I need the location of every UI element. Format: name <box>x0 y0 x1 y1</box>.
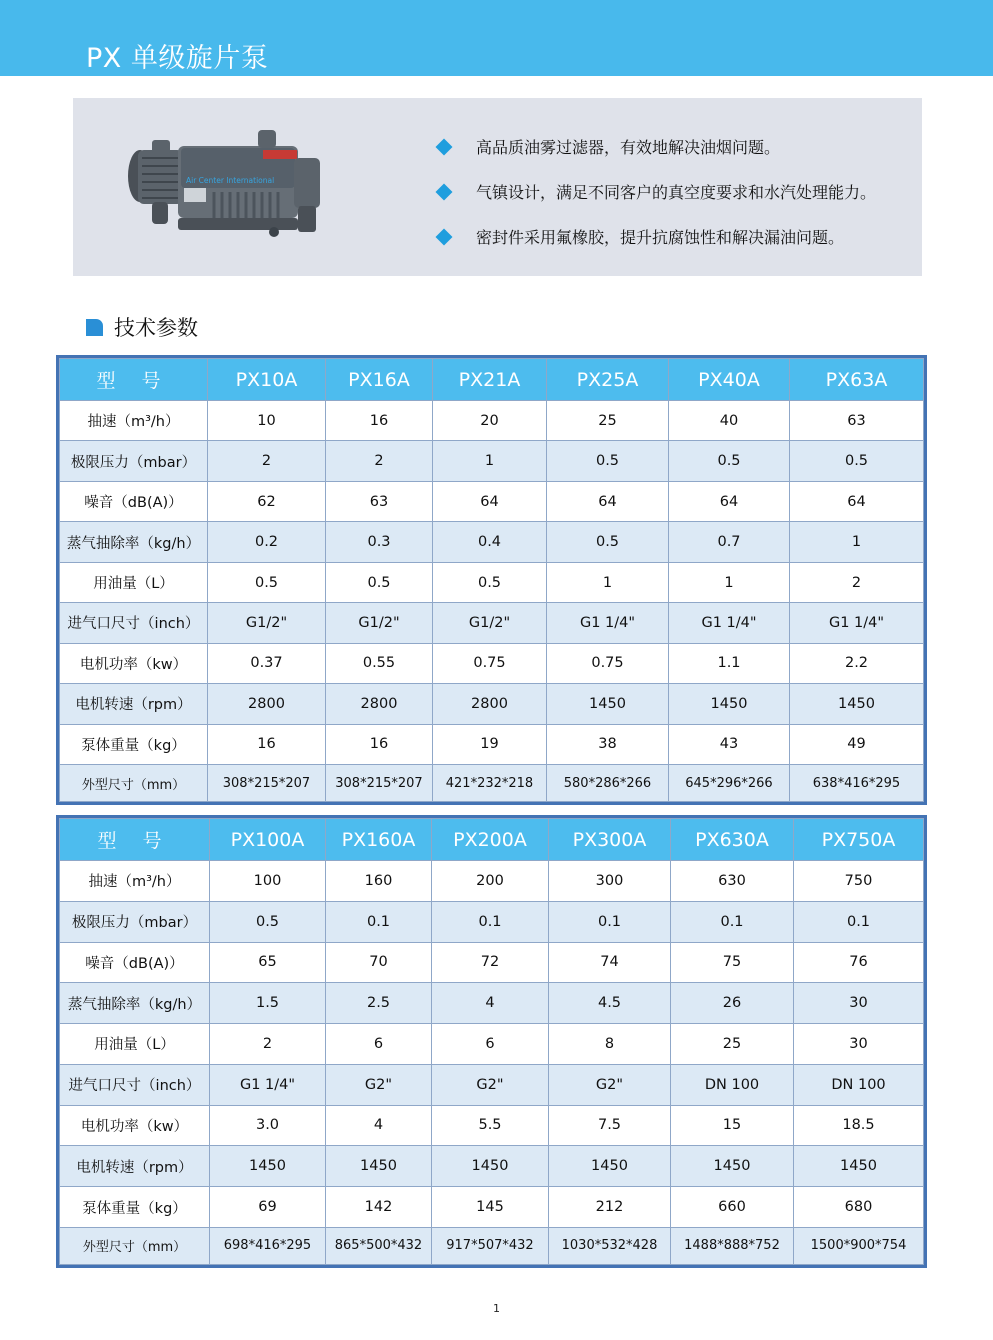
table-row <box>60 684 924 724</box>
spec-table <box>59 818 924 1265</box>
feature-text: 密封件采用氟橡胶，提升抗腐蚀性和解决漏油问题。 <box>476 228 845 247</box>
parameter-label: 噪音（dB(A)） <box>60 942 210 983</box>
table-cell: 580*286*266 <box>547 765 669 802</box>
table-row <box>60 481 924 521</box>
model-name-header: PX25A <box>547 359 669 401</box>
feature-text: 高品质油雾过滤器，有效地解决油烟问题。 <box>476 138 781 157</box>
table-cell: 18.5 <box>794 1105 924 1146</box>
table-cell: G1 1/4" <box>669 603 790 643</box>
page-title: PX 单级旋片泵 <box>86 43 269 74</box>
table-cell: 7.5 <box>549 1105 671 1146</box>
table-cell: 1450 <box>549 1146 671 1187</box>
table-cell: 1450 <box>790 684 924 724</box>
header-banner <box>0 0 993 76</box>
table-cell: 0.1 <box>794 901 924 942</box>
parameter-label: 蒸气抽除率（kg/h） <box>60 983 210 1024</box>
table-row <box>60 724 924 764</box>
table-cell: 308*215*207 <box>326 765 433 802</box>
table-cell: 660 <box>671 1187 794 1228</box>
table-cell: 1450 <box>326 1146 432 1187</box>
table-row <box>60 861 924 902</box>
table-cell: 0.1 <box>549 901 671 942</box>
feature-text: 气镇设计，满足不同客户的真空度要求和水汽处理能力。 <box>476 183 877 202</box>
table-cell: 0.75 <box>433 643 547 683</box>
table-cell: 0.4 <box>433 522 547 562</box>
table-cell: 75 <box>671 942 794 983</box>
table-cell: 10 <box>208 401 326 441</box>
table-cell: 30 <box>794 983 924 1024</box>
table-cell: 25 <box>671 1024 794 1065</box>
parameter-label: 极限压力（mbar） <box>60 441 208 481</box>
diamond-bullet-icon <box>436 138 453 155</box>
table-cell: 1450 <box>210 1146 326 1187</box>
table-cell: 2.2 <box>790 643 924 683</box>
table-cell: 1450 <box>432 1146 549 1187</box>
table-cell: 421*232*218 <box>433 765 547 802</box>
table-cell: G1 1/4" <box>210 1064 326 1105</box>
table-cell: 0.7 <box>669 522 790 562</box>
table-cell: 6 <box>432 1024 549 1065</box>
table-cell: 16 <box>326 401 433 441</box>
parameter-label: 进气口尺寸（inch） <box>60 1064 210 1105</box>
table-cell: 15 <box>671 1105 794 1146</box>
parameter-label: 抽速（m³/h） <box>60 401 208 441</box>
diamond-bullet-icon <box>436 228 453 245</box>
table-cell: 0.1 <box>671 901 794 942</box>
table-cell: 1030*532*428 <box>549 1227 671 1264</box>
table-cell: 0.5 <box>210 901 326 942</box>
table-cell: 1500*900*754 <box>794 1227 924 1264</box>
table-cell: G2" <box>549 1064 671 1105</box>
table-cell: 63 <box>326 481 433 521</box>
table-cell: 2 <box>326 441 433 481</box>
table-cell: 0.75 <box>547 643 669 683</box>
table-cell: 3.0 <box>210 1105 326 1146</box>
section-marker-icon <box>86 319 103 336</box>
model-name-header: PX16A <box>326 359 433 401</box>
table-cell: DN 100 <box>794 1064 924 1105</box>
table-cell: 1 <box>790 522 924 562</box>
table-cell: 64 <box>547 481 669 521</box>
table-cell: 16 <box>208 724 326 764</box>
feature-item <box>433 214 913 259</box>
table-cell: 25 <box>547 401 669 441</box>
parameter-label: 泵体重量（kg） <box>60 724 208 764</box>
table-cell: 1.1 <box>669 643 790 683</box>
table-row <box>60 983 924 1024</box>
table-row <box>60 1105 924 1146</box>
table-cell: 0.5 <box>547 441 669 481</box>
table-cell: 76 <box>794 942 924 983</box>
table-row <box>60 401 924 441</box>
parameter-label: 电机转速（rpm） <box>60 1146 210 1187</box>
table-cell: 65 <box>210 942 326 983</box>
table-cell: 72 <box>432 942 549 983</box>
model-name-header: PX160A <box>326 819 432 861</box>
parameter-label: 用油量（L） <box>60 562 208 602</box>
table-cell: 750 <box>794 861 924 902</box>
table-cell: DN 100 <box>671 1064 794 1105</box>
table-cell: 1 <box>433 441 547 481</box>
parameter-label: 抽速（m³/h） <box>60 861 210 902</box>
table-cell: 1488*888*752 <box>671 1227 794 1264</box>
table-cell: 145 <box>432 1187 549 1228</box>
spec-table <box>59 358 924 802</box>
spec-table-1 <box>56 355 927 805</box>
table-cell: 64 <box>790 481 924 521</box>
section-heading <box>86 312 198 342</box>
table-cell: 0.37 <box>208 643 326 683</box>
table-row <box>60 603 924 643</box>
table-cell: G1/2" <box>208 603 326 643</box>
table-cell: 74 <box>549 942 671 983</box>
parameter-label: 极限压力（mbar） <box>60 901 210 942</box>
parameter-label: 外型尺寸（mm） <box>60 1227 210 1264</box>
table-row <box>60 1187 924 1228</box>
table-cell: 2.5 <box>326 983 432 1024</box>
table-cell: 1 <box>669 562 790 602</box>
table-cell: 5.5 <box>432 1105 549 1146</box>
table-cell: G2" <box>432 1064 549 1105</box>
table-cell: 4 <box>326 1105 432 1146</box>
section-title: 技术参数 <box>114 316 198 340</box>
table-cell: 212 <box>549 1187 671 1228</box>
table-cell: 16 <box>326 724 433 764</box>
table-cell: 1450 <box>669 684 790 724</box>
table-cell: 0.5 <box>547 522 669 562</box>
table-cell: 0.5 <box>433 562 547 602</box>
table-cell: 4 <box>432 983 549 1024</box>
table-cell: 200 <box>432 861 549 902</box>
model-name-header: PX21A <box>433 359 547 401</box>
table-cell: G1 1/4" <box>547 603 669 643</box>
table-row <box>60 1064 924 1105</box>
table-cell: 64 <box>669 481 790 521</box>
table-cell: 43 <box>669 724 790 764</box>
table-cell: 100 <box>210 861 326 902</box>
table-row <box>60 522 924 562</box>
feature-item <box>433 124 913 169</box>
parameter-label: 蒸气抽除率（kg/h） <box>60 522 208 562</box>
table-cell: G1/2" <box>326 603 433 643</box>
table-cell: 698*416*295 <box>210 1227 326 1264</box>
table-cell: G2" <box>326 1064 432 1105</box>
table-row <box>60 1024 924 1065</box>
parameter-label: 电机功率（kw） <box>60 643 208 683</box>
table-cell: 19 <box>433 724 547 764</box>
table-cell: 1450 <box>547 684 669 724</box>
table-row <box>60 1146 924 1187</box>
table-cell: 0.5 <box>326 562 433 602</box>
page-number: 1 <box>493 1302 500 1315</box>
spec-table-2 <box>56 815 927 1268</box>
table-cell: 0.1 <box>326 901 432 942</box>
table-cell: 0.5 <box>669 441 790 481</box>
model-name-header: PX200A <box>432 819 549 861</box>
feature-item <box>433 169 913 214</box>
table-cell: 0.5 <box>790 441 924 481</box>
table-cell: 38 <box>547 724 669 764</box>
table-cell: 680 <box>794 1187 924 1228</box>
table-cell: 308*215*207 <box>208 765 326 802</box>
diamond-bullet-icon <box>436 183 453 200</box>
table-row <box>60 562 924 602</box>
feature-list <box>433 124 913 259</box>
model-name-header: PX750A <box>794 819 924 861</box>
table-row <box>60 942 924 983</box>
parameter-label: 用油量（L） <box>60 1024 210 1065</box>
table-cell: 69 <box>210 1187 326 1228</box>
pump-brand-label: Air Center International <box>186 176 275 185</box>
table-cell: 2800 <box>433 684 547 724</box>
table-row <box>60 441 924 481</box>
table-cell: 26 <box>671 983 794 1024</box>
model-name-header: PX630A <box>671 819 794 861</box>
table-cell: 1.5 <box>210 983 326 1024</box>
table-cell: 62 <box>208 481 326 521</box>
table-cell: 2 <box>790 562 924 602</box>
table-cell: 142 <box>326 1187 432 1228</box>
table-cell: 20 <box>433 401 547 441</box>
table-cell: G1 1/4" <box>790 603 924 643</box>
table-cell: 2 <box>208 441 326 481</box>
parameter-label: 电机转速（rpm） <box>60 684 208 724</box>
table-cell: 865*500*432 <box>326 1227 432 1264</box>
model-name-header: PX300A <box>549 819 671 861</box>
table-cell: 630 <box>671 861 794 902</box>
table-cell: 63 <box>790 401 924 441</box>
parameter-label: 噪音（dB(A)） <box>60 481 208 521</box>
table-cell: 64 <box>433 481 547 521</box>
table-cell: 30 <box>794 1024 924 1065</box>
table-cell: 0.1 <box>432 901 549 942</box>
table-cell: 1450 <box>794 1146 924 1187</box>
table-cell: 0.55 <box>326 643 433 683</box>
table-cell: 1 <box>547 562 669 602</box>
model-header-cell: 型 号 <box>60 819 210 861</box>
parameter-label: 进气口尺寸（inch） <box>60 603 208 643</box>
table-cell: 6 <box>326 1024 432 1065</box>
table-cell: 1450 <box>671 1146 794 1187</box>
table-cell: 645*296*266 <box>669 765 790 802</box>
table-cell: 0.5 <box>208 562 326 602</box>
table-cell: 638*416*295 <box>790 765 924 802</box>
table-cell: 0.2 <box>208 522 326 562</box>
table-cell: 49 <box>790 724 924 764</box>
table-cell: 300 <box>549 861 671 902</box>
table-row <box>60 901 924 942</box>
table-cell: 4.5 <box>549 983 671 1024</box>
table-cell: G1/2" <box>433 603 547 643</box>
table-cell: 8 <box>549 1024 671 1065</box>
table-cell: 160 <box>326 861 432 902</box>
table-cell: 0.3 <box>326 522 433 562</box>
table-row <box>60 765 924 802</box>
table-cell: 40 <box>669 401 790 441</box>
table-row <box>60 643 924 683</box>
model-header-cell: 型 号 <box>60 359 208 401</box>
table-cell: 917*507*432 <box>432 1227 549 1264</box>
vacuum-pump-image <box>118 128 333 246</box>
model-name-header: PX100A <box>210 819 326 861</box>
table-cell: 2800 <box>326 684 433 724</box>
model-name-header: PX63A <box>790 359 924 401</box>
table-cell: 2 <box>210 1024 326 1065</box>
parameter-label: 电机功率（kw） <box>60 1105 210 1146</box>
table-row <box>60 1227 924 1264</box>
model-name-header: PX40A <box>669 359 790 401</box>
table-cell: 70 <box>326 942 432 983</box>
model-name-header: PX10A <box>208 359 326 401</box>
table-cell: 2800 <box>208 684 326 724</box>
parameter-label: 泵体重量（kg） <box>60 1187 210 1228</box>
parameter-label: 外型尺寸（mm） <box>60 765 208 802</box>
